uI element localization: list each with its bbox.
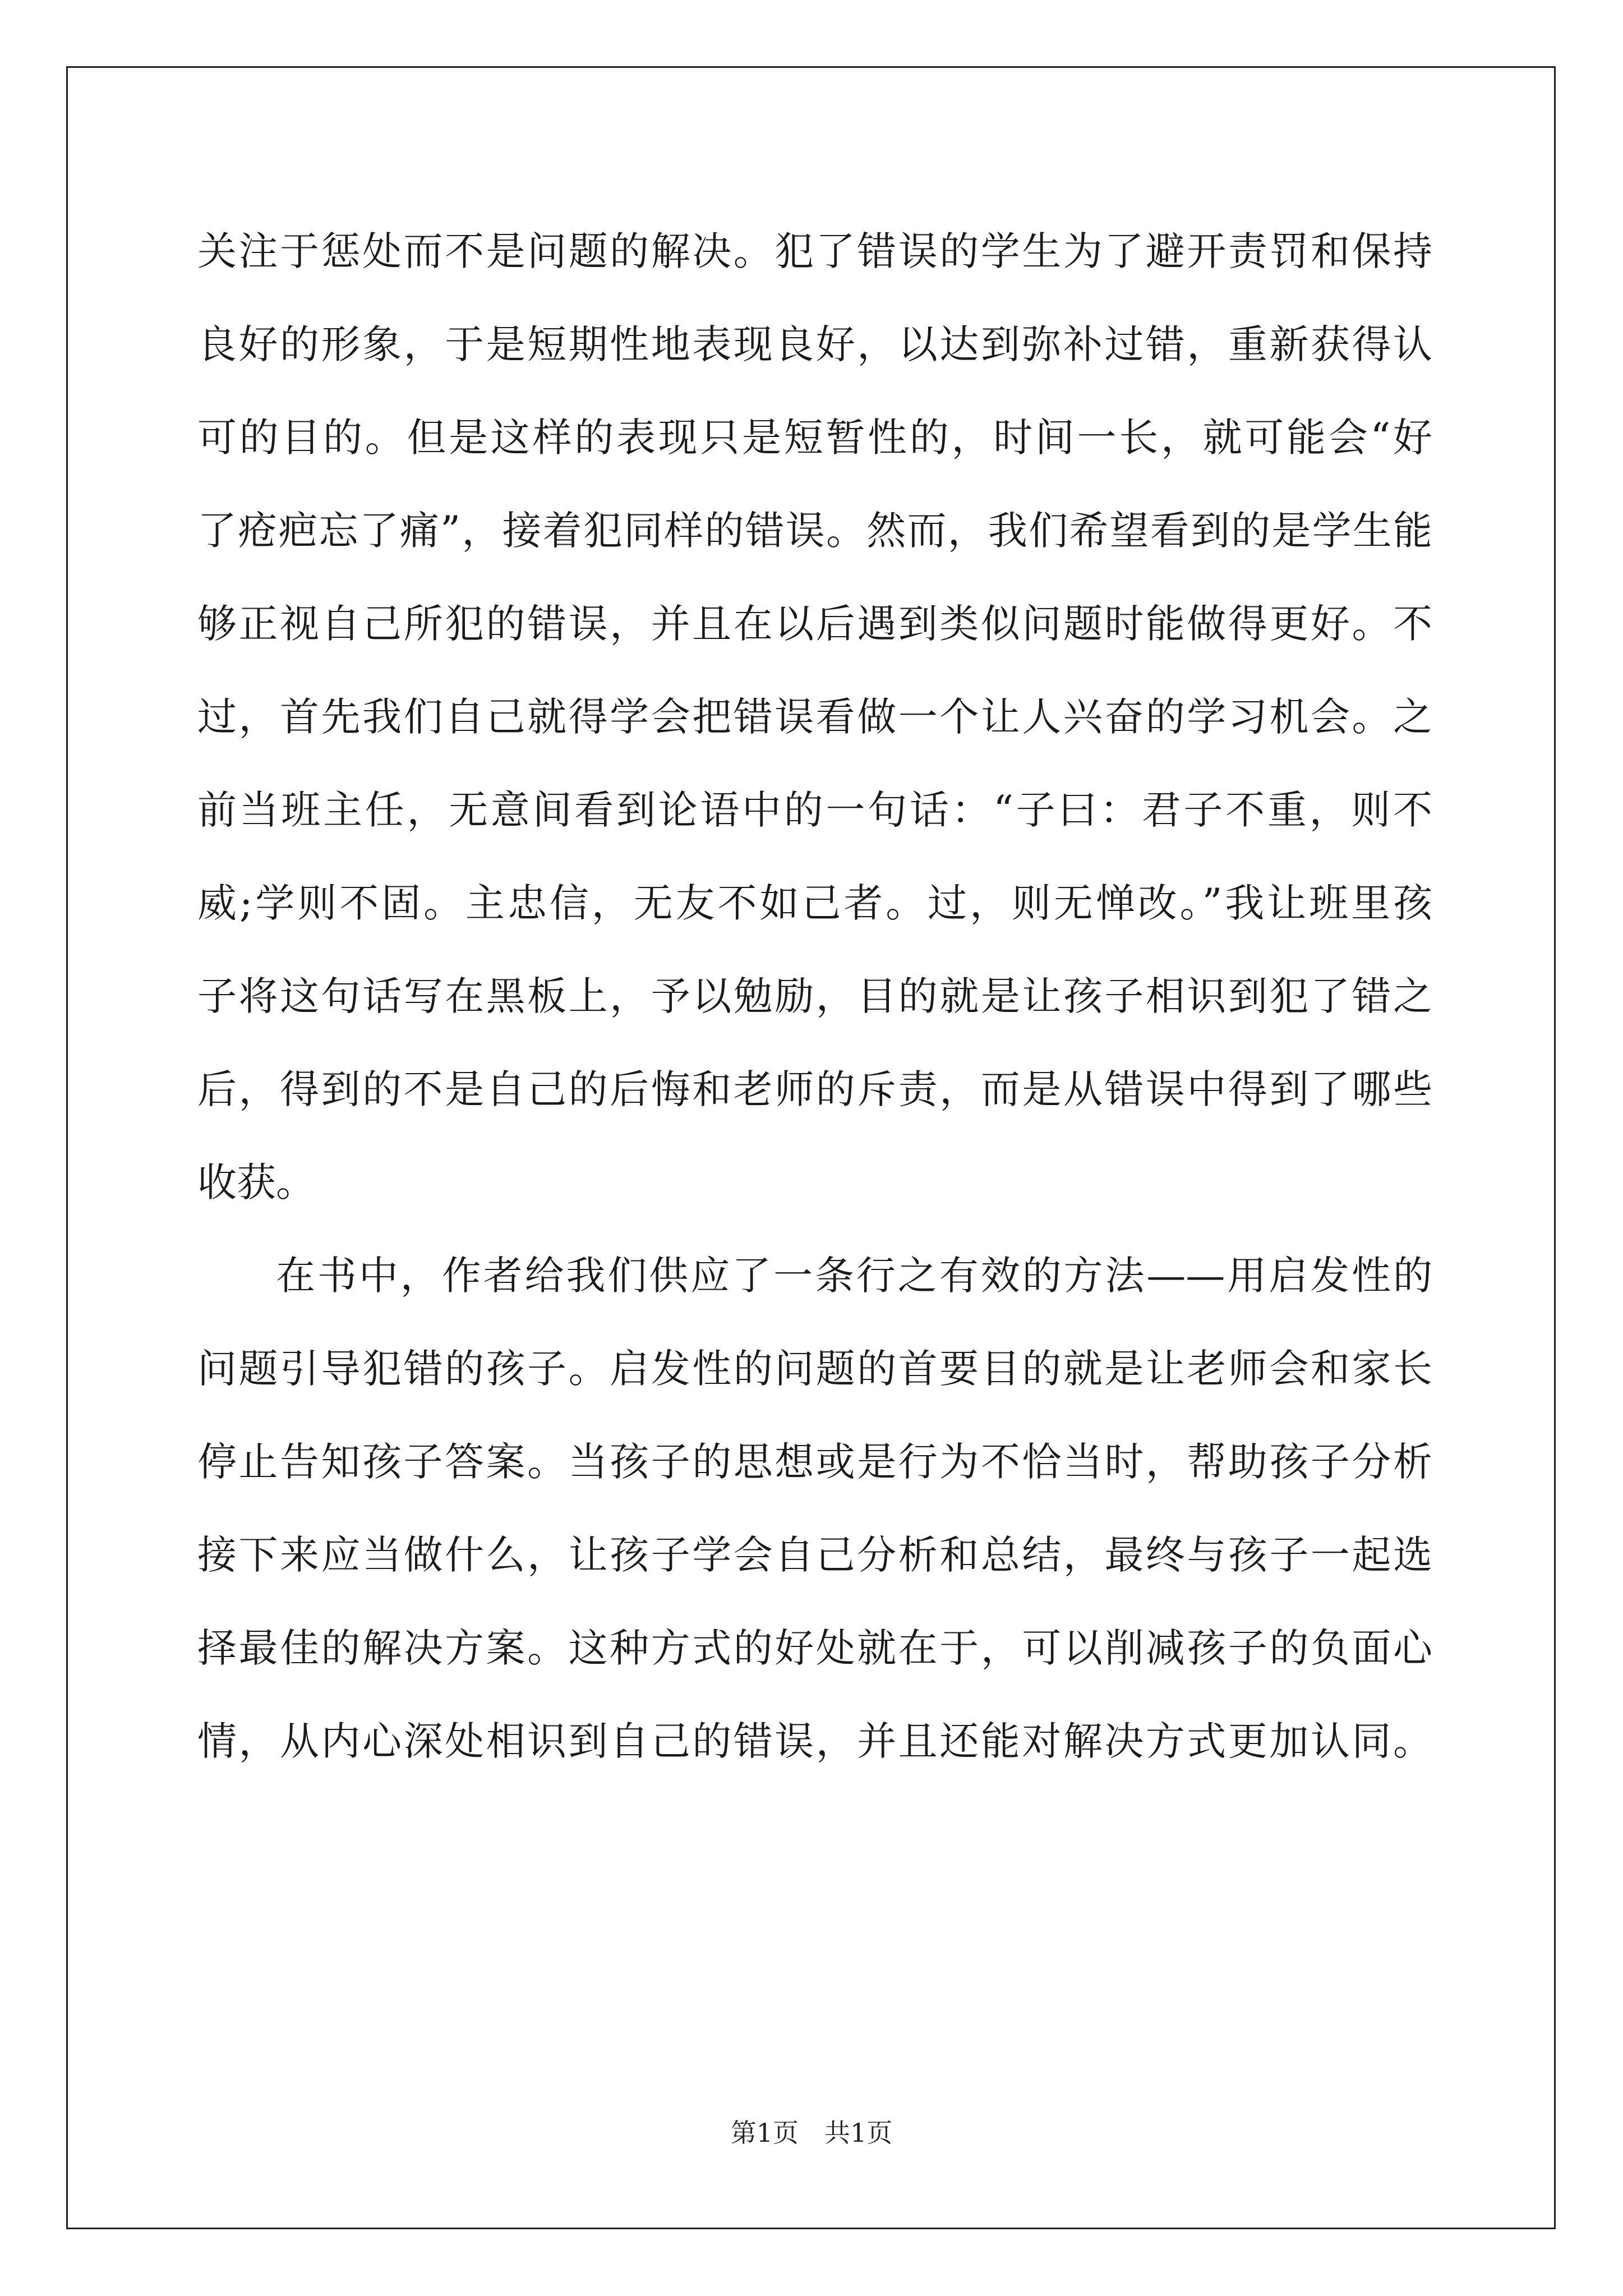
- text-line: 问题引导犯错的孩子。启发性的问题的首要目的就是让老师会和家长: [197, 1346, 1432, 1392]
- text-line: 停止告知孩子答案。当孩子的思想或是行为不恰当时，帮助孩子分析: [197, 1439, 1432, 1485]
- text-line: 威;学则不固。主忠信，无友不如己者。过，则无惮改。”我让班里孩: [197, 880, 1432, 926]
- text-line: 可的目的。但是这样的表现只是短暂性的，时间一长，就可能会“好: [197, 415, 1432, 461]
- text-line: 关注于惩处而不是问题的解决。犯了错误的学生为了避开责罚和保持: [197, 228, 1432, 274]
- text-line: 过，首先我们自己就得学会把错误看做一个让人兴奋的学习机会。之: [197, 694, 1432, 740]
- text-line: 接下来应当做什么，让孩子学会自己分析和总结，最终与孩子一起选: [197, 1532, 1432, 1578]
- paragraph-2: [197, 1229, 1432, 1788]
- text-line: 收获。: [197, 1159, 315, 1205]
- text-line: 够正视自己所犯的错误，并且在以后遇到类似问题时能做得更好。不: [197, 601, 1432, 647]
- page-number-footer: 第1页 共1页: [730, 2118, 893, 2148]
- paragraph-1: [197, 205, 1432, 1229]
- text-line: 前当班主任，无意间看到论语中的一句话：“子曰：君子不重，则不: [197, 787, 1432, 833]
- text-line: 后，得到的不是自己的后悔和老师的斥责，而是从错误中得到了哪些: [197, 1066, 1432, 1112]
- document-body: [197, 205, 1432, 1788]
- text-line: 在书中，作者给我们供应了一条行之有效的方法——用启发性的: [276, 1253, 1432, 1299]
- text-line: 情，从内心深处相识到自己的错误，并且还能对解决方式更加认同。: [197, 1718, 1432, 1764]
- text-line: 了疮疤忘了痛”，接着犯同样的错误。然而，我们希望看到的是学生能: [197, 508, 1432, 554]
- text-line: 良好的形象，于是短期性地表现良好，以达到弥补过错，重新获得认: [197, 321, 1432, 367]
- text-line: 择最佳的解决方案。这种方式的好处就在于，可以削减孩子的负面心: [197, 1625, 1432, 1671]
- text-line: 子将这句话写在黑板上，予以勉励，目的就是让孩子相识到犯了错之: [197, 973, 1432, 1019]
